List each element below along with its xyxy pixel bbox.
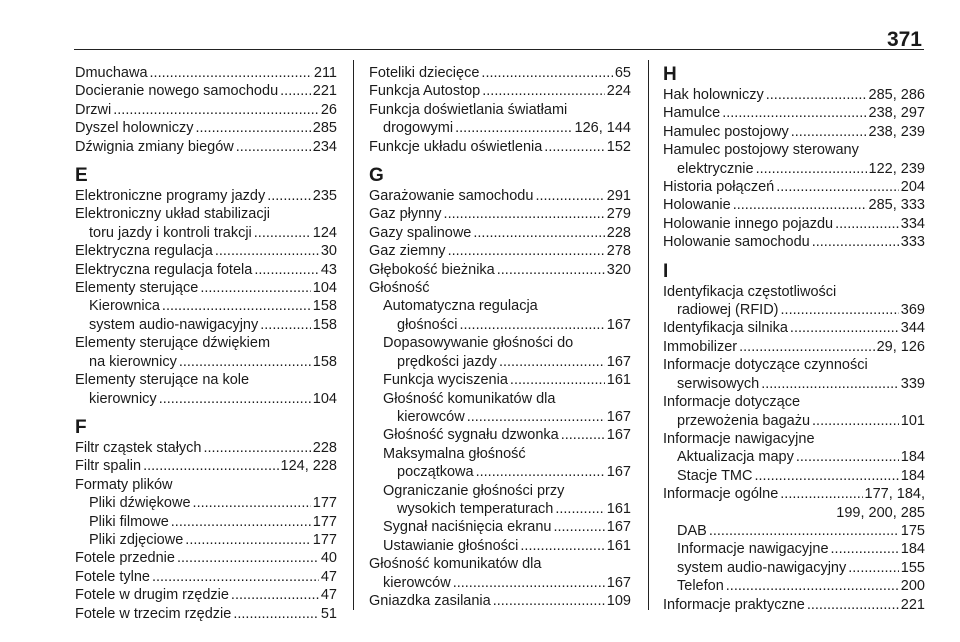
index-entry [369, 242, 631, 260]
index-term: Fotele przednie [75, 550, 175, 567]
page-reference: 51 [320, 605, 337, 622]
page-reference: 109 [606, 592, 631, 609]
index-entry [75, 242, 337, 260]
page-reference: 228 [606, 224, 631, 241]
index-entry [369, 261, 631, 279]
index-term: Holowanie innego pojazdu [663, 215, 834, 232]
page-reference: 204 [900, 179, 925, 196]
page-reference: 158 [312, 353, 337, 370]
header-rule [74, 49, 924, 50]
dot-leader [848, 559, 899, 577]
index-entry [663, 467, 925, 485]
dot-leader [807, 596, 899, 614]
page-reference: 101 [900, 412, 925, 429]
index-term: Elektryczna regulacja fotela [75, 261, 253, 278]
index-entry [663, 356, 925, 393]
page-reference: 285, 333 [868, 197, 925, 214]
dot-leader [177, 549, 319, 567]
index-term: DAB [677, 522, 707, 539]
dot-leader [780, 485, 862, 503]
page-reference: 234 [312, 138, 337, 155]
page-reference: 104 [312, 280, 337, 297]
page-reference: 161 [606, 537, 631, 554]
index-term: Docieranie nowego samochodu [75, 83, 279, 100]
index-term: Dyszel holowniczy [75, 120, 194, 137]
index-entry [663, 485, 925, 522]
index-term: Informacje dotyczące [663, 394, 801, 411]
index-entry [663, 233, 925, 251]
index-term: system audio-nawigacyjny [677, 559, 847, 576]
page-reference: 167 [606, 427, 631, 444]
index-term: Hamulce [663, 105, 721, 122]
index-term: Sygnał naciśnięcia ekranu [383, 519, 552, 536]
index-entry [75, 261, 337, 279]
dot-leader [481, 64, 612, 82]
index-entry [75, 279, 337, 297]
index-term: wysokich temperaturach [397, 500, 554, 517]
dot-leader [459, 316, 604, 334]
page-reference: 238, 297 [868, 105, 925, 122]
index-entry [369, 592, 631, 610]
index-entry [663, 178, 925, 196]
dot-leader [280, 82, 311, 100]
page-reference: 161 [606, 500, 631, 517]
index-term: Aktualizacja mapy [677, 449, 794, 466]
index-entry [663, 448, 925, 466]
page-reference: 167 [606, 574, 631, 591]
page-reference: 320 [606, 261, 631, 278]
page-reference: 167 [606, 464, 631, 481]
index-term: Informacje praktyczne [663, 596, 805, 613]
index-entry [75, 605, 337, 623]
index-term: Historia połączeń [663, 179, 775, 196]
page-reference: 224 [606, 83, 631, 100]
dot-leader [555, 500, 604, 518]
index-entry [75, 119, 337, 137]
index-term: Drzwi [75, 101, 112, 118]
index-letter-heading: F [75, 416, 87, 438]
dot-leader [455, 119, 572, 137]
index-entry [75, 101, 337, 119]
index-term: Informacje dotyczące czynności [663, 357, 868, 374]
index-column-2 [369, 64, 631, 610]
page-reference: 228 [312, 439, 337, 456]
index-entry [663, 338, 925, 356]
dot-leader [267, 187, 311, 205]
index-term: Głośność komunikatów dla [383, 390, 556, 407]
page-reference: 167 [606, 316, 631, 333]
index-term: Funkcje układu oświetlenia [369, 138, 543, 155]
page-reference: 65 [614, 65, 631, 81]
index-entry [369, 555, 631, 592]
index-term: Maksymalna głośność [383, 445, 526, 462]
dot-leader [162, 297, 311, 315]
index-term: Filtr cząstek stałych [75, 439, 202, 456]
dot-leader [150, 64, 312, 82]
index-term: Informacje ogólne [663, 486, 779, 503]
page-reference: 333 [900, 234, 925, 251]
page-reference: 369 [900, 302, 925, 319]
index-term: Identyfikacja silnika [663, 320, 788, 337]
page-reference: 122, 239 [868, 160, 925, 177]
index-entry [75, 371, 337, 408]
index-term: Elektroniczny układ stabilizacji [75, 206, 271, 223]
index-term: Automatyczna regulacja [383, 298, 538, 315]
index-entry [369, 371, 631, 389]
index-term: Głośność [369, 280, 430, 297]
index-term: radiowej (RFID) [677, 302, 779, 319]
index-entry [369, 537, 631, 555]
dot-leader [726, 577, 899, 595]
index-entry [75, 334, 337, 371]
index-letter-heading: H [663, 64, 677, 85]
dot-leader [812, 233, 899, 251]
index-entry [75, 549, 337, 567]
index-entry [663, 559, 925, 577]
index-term: drogowymi [383, 120, 454, 137]
index-term: Immobilizer [663, 338, 738, 355]
dot-leader [831, 540, 899, 558]
index-term: Holowanie [663, 197, 731, 214]
page-reference: 30 [320, 243, 337, 260]
page-reference: 235 [312, 188, 337, 205]
index-term: głośności [397, 316, 458, 333]
index-entry [663, 86, 925, 104]
dot-leader [193, 494, 311, 512]
page-reference: 104 [312, 390, 337, 407]
dot-leader [499, 353, 605, 371]
index-term: Gaz ziemny [369, 243, 446, 260]
index-entry [75, 476, 337, 494]
page-reference: 177, 184, [864, 486, 925, 503]
dot-leader [113, 101, 319, 119]
index-entry [369, 390, 631, 427]
dot-leader [143, 457, 278, 475]
page-reference: 158 [312, 316, 337, 333]
index-term: kierowców [383, 574, 451, 591]
page-reference: 26 [320, 101, 337, 118]
index-term: Pliki zdjęciowe [89, 531, 184, 548]
index-term: Hamulec postojowy sterowany [663, 142, 859, 159]
index-term: Gaz płynny [369, 206, 442, 223]
page-reference: 184 [900, 541, 925, 558]
dot-leader [159, 390, 311, 408]
index-term: Funkcja doświetlania światłami [369, 101, 568, 118]
page-reference: 126, 144 [574, 120, 631, 137]
dot-leader [739, 338, 874, 356]
dot-leader [448, 242, 605, 260]
index-entry [369, 205, 631, 223]
dot-leader [482, 82, 605, 100]
page-reference: 167 [606, 519, 631, 536]
index-term: Dopasowywanie głośności do [383, 335, 574, 352]
column-divider [353, 60, 354, 610]
page-reference: 167 [606, 408, 631, 425]
dot-leader [260, 316, 311, 334]
index-entry [369, 518, 631, 536]
index-term: przewożenia bagażu [677, 412, 811, 429]
index-term: Holowanie samochodu [663, 234, 810, 251]
index-term: Funkcja wyciszenia [383, 372, 508, 389]
dot-leader [776, 178, 899, 196]
index-term: Stacje TMC [677, 467, 753, 484]
index-term: Foteliki dziecięce [369, 65, 480, 81]
page-reference: 158 [312, 298, 337, 315]
index-entry [663, 596, 925, 614]
dot-leader [766, 86, 867, 104]
index-term: Elementy sterujące dźwiękiem [75, 335, 271, 352]
index-entry [369, 101, 631, 138]
page-reference: 43 [320, 261, 337, 278]
index-entry [663, 104, 925, 122]
page-reference: 279 [606, 206, 631, 223]
dot-leader [467, 408, 605, 426]
index-term: Hak holowniczy [663, 87, 764, 103]
dot-leader [200, 279, 310, 297]
dot-leader [791, 123, 867, 141]
dot-leader [733, 196, 867, 214]
dot-leader [781, 301, 899, 319]
page-reference: 285, 286 [868, 87, 925, 103]
index-letter-heading: E [75, 165, 88, 187]
index-entry [663, 540, 925, 558]
dot-leader [171, 513, 311, 531]
dot-leader [254, 261, 319, 279]
index-term: kierownicy [89, 390, 157, 407]
index-entry [663, 393, 925, 430]
index-term: Elektroniczne programy jazdy [75, 188, 266, 205]
page-reference: 161 [606, 372, 631, 389]
index-term: Funkcja Autostop [369, 83, 481, 100]
index-term: Formaty plików [75, 476, 173, 493]
dot-leader [553, 518, 604, 536]
index-entry [75, 138, 337, 156]
page-reference-continued: 199, 200, 285 [836, 504, 925, 521]
index-term: Głośność sygnału dzwonka [383, 427, 559, 444]
dot-leader [812, 412, 899, 430]
index-term: Kierownica [89, 298, 160, 315]
index-term: Fotele tylne [75, 568, 150, 585]
index-term: początkowa [397, 464, 474, 481]
dot-leader [473, 224, 604, 242]
index-entry [75, 513, 337, 531]
index-term: Elementy sterujące na kole [75, 372, 250, 389]
dot-leader [756, 160, 867, 178]
index-entry [75, 457, 337, 475]
index-entry [369, 426, 631, 444]
index-entry [663, 196, 925, 214]
dot-leader [254, 224, 311, 242]
dot-leader [835, 215, 899, 233]
dot-leader [215, 242, 319, 260]
dot-leader [761, 375, 899, 393]
dot-leader [709, 522, 899, 540]
index-entry [75, 205, 337, 242]
index-letter-heading: G [369, 165, 384, 187]
page-reference: 184 [900, 467, 925, 484]
index-entry [663, 123, 925, 141]
page-reference: 40 [320, 550, 337, 567]
index-entry [75, 64, 337, 82]
dot-leader [195, 119, 310, 137]
page-reference: 47 [320, 587, 337, 604]
index-term: Telefon [677, 578, 724, 595]
index-entry [75, 297, 337, 315]
dot-leader [179, 353, 311, 371]
dot-leader [790, 319, 899, 337]
index-entry [369, 334, 631, 371]
index-term: system audio-nawigacyjny [89, 316, 259, 333]
index-term: Ustawianie głośności [383, 537, 519, 554]
index-entry [663, 283, 925, 320]
index-column-1 [75, 64, 337, 623]
dot-leader [185, 531, 311, 549]
index-term: Głośność komunikatów dla [369, 556, 542, 573]
index-entry [75, 439, 337, 457]
page-reference: 124, 228 [280, 458, 337, 475]
page-reference: 334 [900, 215, 925, 232]
index-term: Gniazdka zasilania [369, 592, 491, 609]
index-column-3 [663, 64, 925, 614]
dot-leader [754, 467, 898, 485]
index-term: na kierownicy [89, 353, 177, 370]
dot-leader [510, 371, 605, 389]
page-reference: 285 [312, 120, 337, 137]
dot-leader [561, 426, 605, 444]
index-term: Fotele w trzecim rzędzie [75, 605, 232, 622]
page-reference: 177 [312, 495, 337, 512]
page-reference: 29, 126 [876, 338, 925, 355]
dot-leader [236, 138, 311, 156]
page-reference: 152 [606, 138, 631, 155]
page-reference: 291 [606, 188, 631, 205]
index-entry [75, 316, 337, 334]
dot-leader [497, 261, 605, 279]
dot-leader [444, 205, 605, 223]
index-term: Garażowanie samochodu [369, 188, 534, 205]
index-entry [75, 494, 337, 512]
page-reference: 339 [900, 375, 925, 392]
page-reference: 278 [606, 243, 631, 260]
index-entry [663, 215, 925, 233]
index-entry [369, 445, 631, 482]
dot-leader [233, 605, 319, 623]
page-reference: 47 [320, 568, 337, 585]
page-reference: 221 [312, 83, 337, 100]
index-term: Identyfikacja częstotliwości [663, 283, 837, 300]
dot-leader [453, 574, 605, 592]
index-term: Informacje nawigacyjne [663, 430, 815, 447]
page-reference: 238, 239 [868, 123, 925, 140]
index-term: Gazy spalinowe [369, 224, 472, 241]
index-entry [75, 82, 337, 100]
page-reference: 124 [312, 224, 337, 241]
page-reference: 177 [312, 531, 337, 548]
index-term: Pliki dźwiękowe [89, 495, 191, 512]
index-entry [75, 586, 337, 604]
index-term: Filtr spalin [75, 458, 142, 475]
index-term: Pliki filmowe [89, 513, 169, 530]
index-entry [369, 224, 631, 242]
index-term: toru jazdy i kontroli trakcji [89, 224, 252, 241]
dot-leader [152, 568, 319, 586]
index-entry [663, 522, 925, 540]
index-entry [369, 187, 631, 205]
column-divider [648, 60, 649, 610]
dot-leader [231, 586, 319, 604]
page-reference: 167 [606, 353, 631, 370]
index-term: Fotele w drugim rzędzie [75, 587, 229, 604]
page-number: 371 [886, 28, 922, 51]
index-entry [369, 482, 631, 519]
dot-leader [535, 187, 604, 205]
dot-leader [796, 448, 899, 466]
index-entry [369, 64, 631, 82]
index-term: Dmuchawa [75, 65, 148, 81]
dot-leader [493, 592, 605, 610]
page-reference: 211 [313, 65, 337, 81]
page-reference: 155 [900, 559, 925, 576]
index-letter-heading: I [663, 260, 669, 282]
index-term: Dźwignia zmiany biegów [75, 138, 234, 155]
page-reference: 221 [900, 596, 925, 613]
index-term: Hamulec postojowy [663, 123, 789, 140]
index-entry [663, 430, 925, 448]
page-reference: 184 [900, 449, 925, 466]
index-entry [369, 82, 631, 100]
dot-leader [520, 537, 604, 555]
dot-leader [476, 463, 605, 481]
index-entry [369, 138, 631, 156]
page-reference: 175 [900, 522, 925, 539]
page-reference: 344 [900, 320, 925, 337]
index-entry [663, 141, 925, 178]
dot-leader [544, 138, 605, 156]
index-entry [663, 577, 925, 595]
index-entry [663, 319, 925, 337]
index-term: kierowców [397, 408, 465, 425]
index-term: Elektryczna regulacja [75, 243, 213, 260]
index-entry [369, 279, 631, 297]
index-term: serwisowych [677, 375, 760, 392]
index-entry [75, 187, 337, 205]
index-entry [369, 297, 631, 334]
index-term: prędkości jazdy [397, 353, 497, 370]
index-term: Ograniczanie głośności przy [383, 482, 565, 499]
index-term: Informacje nawigacyjne [677, 541, 829, 558]
index-term: elektrycznie [677, 160, 754, 177]
index-term: Elementy sterujące [75, 280, 199, 297]
page-reference: 177 [312, 513, 337, 530]
index-entry [75, 568, 337, 586]
dot-leader [722, 104, 866, 122]
dot-leader [204, 439, 311, 457]
index-entry [75, 531, 337, 549]
page-reference: 200 [900, 578, 925, 595]
index-term: Głębokość bieżnika [369, 261, 495, 278]
